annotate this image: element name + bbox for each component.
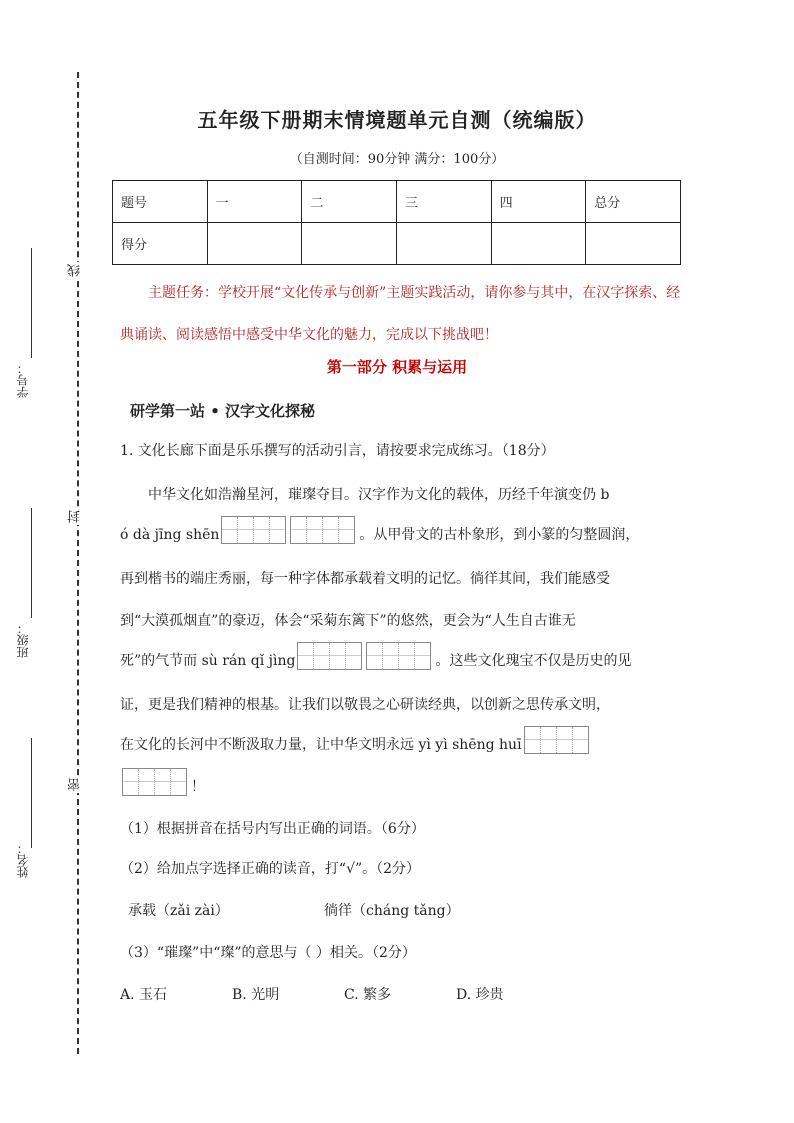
score-input-cell[interactable] (491, 223, 586, 265)
seal-char-mi: 密 (68, 778, 83, 791)
answer-boxes[interactable] (297, 642, 435, 670)
class-line[interactable] (31, 508, 32, 618)
sub-question-3: （3）“璀璨”中“璨”的意思与（ ）相关。（2分） (120, 945, 416, 961)
part-title: 第一部分 积累与运用 (326, 358, 468, 376)
option-a[interactable]: A. 玉石 (120, 987, 168, 1003)
passage-line: 证，更是我们精神的根基。让我们以敬畏之心研读经典，以创新之思传承文明， (120, 697, 610, 713)
passage-text: 。从甲骨文的古朴象形，到小篆的匀整圆润， (359, 527, 640, 543)
binding-dashed-line (77, 72, 79, 1054)
sub-question-1: （1）根据拼音在括号内写出正确的词语。（6分） (120, 821, 425, 837)
option-c[interactable]: C. 繁多 (344, 987, 392, 1003)
table-cell: 四 (491, 181, 586, 223)
seal-char-feng: 封 (68, 510, 83, 523)
passage-line: 再到楷书的端庄秀丽，每一种字体都承载着文明的记忆。徜徉其间，我们能感受 (120, 571, 610, 587)
passage-line (120, 516, 685, 544)
student-id-label: 学号： (16, 362, 30, 398)
theme-task: 主题任务：学校开展“文化传承与创新”主题实践活动，请你参与其中，在汉字探索、经典诵读、阅读感悟中感受中华文化的魅力，完成以下挑战吧！ (120, 285, 681, 343)
option-b[interactable]: B. 光明 (232, 987, 280, 1003)
option-d[interactable]: D. 珍贵 (456, 987, 504, 1003)
passage-line (120, 726, 685, 754)
passage-text: 。这些文化瑰宝不仅是历史的见 (435, 653, 632, 669)
score-input-cell[interactable] (302, 223, 397, 265)
table-cell: 三 (396, 181, 491, 223)
class-label: 班级： (16, 622, 30, 658)
table-cell: 得分 (113, 223, 208, 265)
score-input-cell[interactable] (586, 223, 681, 265)
score-table (112, 180, 681, 265)
question-1-stem: 1. 文化长廊下面是乐乐撰写的活动引言，请按要求完成练习。（18分） (120, 443, 555, 459)
name-label: 姓名： (16, 842, 30, 878)
answer-boxes[interactable] (122, 768, 191, 796)
table-cell: 二 (302, 181, 397, 223)
seal-char-xian: 线 (68, 264, 83, 277)
station-title: 研学第一站 • 汉字文化探秘 (130, 402, 316, 420)
table-cell: 总分 (586, 181, 681, 223)
pinyin-prompt: ó dà jīng shēn (120, 527, 220, 543)
passage-line (120, 642, 685, 670)
pronunciation-choice[interactable]: 徜徉（cháng tǎng） (324, 903, 460, 919)
answer-boxes[interactable] (524, 726, 593, 754)
table-row (113, 223, 681, 265)
passage-line: 中华文化如浩瀚星河，璀璨夺目。汉字作为文化的载体，历经千年演变仍 b (148, 487, 610, 503)
page-subtitle: （自测时间：90分钟 满分：100分） (289, 152, 505, 167)
table-cell: 一 (207, 181, 302, 223)
student-id-line[interactable] (31, 248, 32, 358)
table-row (113, 181, 681, 223)
pinyin-prompt: 死”的气节而 sù rán qǐ jìng (120, 653, 296, 669)
pronunciation-choice[interactable]: 承载（zǎi zài） (128, 903, 229, 919)
passage-text: ！ (191, 779, 205, 795)
sub-question-2: （2）给加点字选择正确的读音，打“√”。（2分） (120, 861, 421, 877)
name-line[interactable] (31, 738, 32, 848)
score-input-cell[interactable] (207, 223, 302, 265)
passage-line (120, 768, 685, 796)
page-title: 五年级下册期末情境题单元自测（统编版） (197, 108, 597, 132)
passage-line: 到“大漠孤烟直”的豪迈，体会“采菊东篱下”的悠然，更会为“人生自古谁无 (120, 613, 576, 629)
table-cell: 题号 (113, 181, 208, 223)
score-input-cell[interactable] (396, 223, 491, 265)
pinyin-prompt: 在文化的长河中不断汲取力量，让中华文明永远 yì yì shēng huī (120, 737, 522, 753)
answer-boxes[interactable] (221, 516, 359, 544)
